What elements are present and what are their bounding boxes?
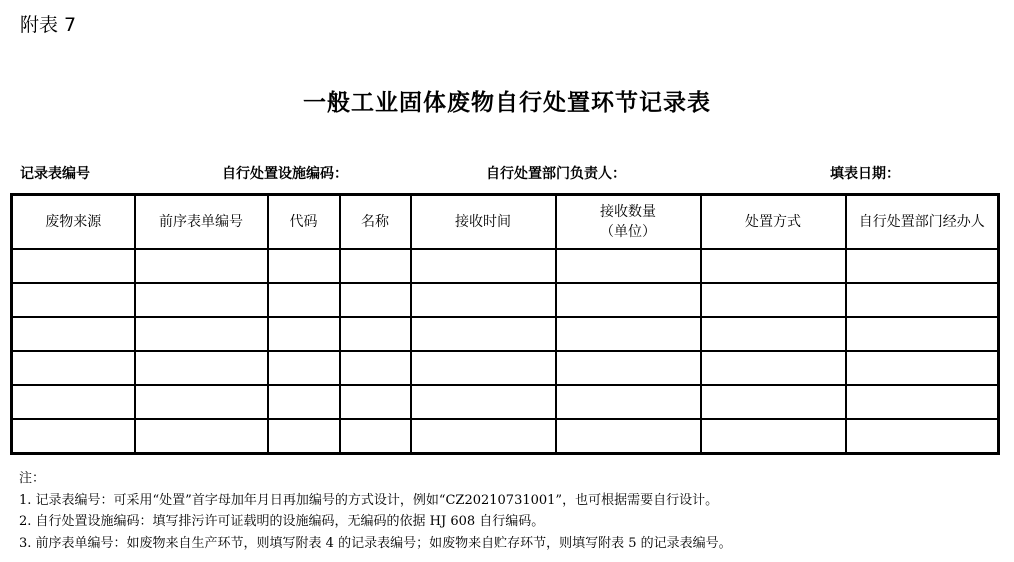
notes-section: [19, 468, 732, 554]
table-cell[interactable]: [701, 249, 846, 283]
record-number-field[interactable]: [20, 163, 90, 183]
note-item: 2. 自行处置设施编码：填写排污许可证载明的设施编码，无编码的依据 HJ 608 自行编码。: [19, 514, 545, 529]
table-cell[interactable]: [268, 419, 340, 454]
fill-date-label: 填表日期：: [830, 166, 900, 182]
department-head-field[interactable]: [486, 163, 626, 183]
table-cell[interactable]: [411, 249, 556, 283]
table-cell[interactable]: [846, 283, 999, 317]
table-cell[interactable]: [556, 385, 701, 419]
table-cell[interactable]: [846, 419, 999, 454]
receive-quantity-label: 接收数量: [600, 204, 656, 220]
table-cell[interactable]: [268, 351, 340, 385]
table-cell[interactable]: [701, 283, 846, 317]
table-cell[interactable]: [846, 249, 999, 283]
column-header-disposal-method: 处置方式: [701, 195, 846, 250]
appendix-label: 附表 7: [20, 14, 77, 36]
record-number-label: 记录表编号: [20, 166, 90, 182]
page-title: 一般工业固体废物自行处置环节记录表: [303, 90, 711, 116]
table-cell[interactable]: [268, 385, 340, 419]
receive-quantity-unit: （单位）: [600, 224, 656, 240]
table-cell[interactable]: [556, 419, 701, 454]
table-cell[interactable]: [701, 351, 846, 385]
column-header-handler: 自行处置部门经办人: [846, 195, 999, 250]
table-cell[interactable]: [12, 419, 135, 454]
table-cell[interactable]: [268, 317, 340, 351]
table-row: [12, 419, 999, 454]
table-cell[interactable]: [268, 283, 340, 317]
table-row: [12, 249, 999, 283]
column-header-previous-form-number: 前序表单编号: [135, 195, 268, 250]
notes-heading: 注：: [19, 471, 46, 486]
note-item: 1. 记录表编号：可采用“处置”首字母加年月日再加编号的方式设计，例如“CZ20210731001”，也可根据需要自行设计。: [19, 492, 719, 508]
table-cell[interactable]: [556, 351, 701, 385]
table-cell[interactable]: [340, 419, 411, 454]
table-cell[interactable]: [701, 317, 846, 351]
facility-code-label: 自行处置设施编码：: [222, 166, 348, 182]
column-header-receive-time: 接收时间: [411, 195, 556, 250]
table-cell[interactable]: [268, 249, 340, 283]
table-cell[interactable]: [135, 317, 268, 351]
table-cell[interactable]: [846, 351, 999, 385]
table-cell[interactable]: [556, 317, 701, 351]
table-cell[interactable]: [12, 351, 135, 385]
department-head-label: 自行处置部门负责人：: [486, 166, 626, 182]
table-cell[interactable]: [411, 419, 556, 454]
record-table: [10, 193, 1000, 455]
table-cell[interactable]: [340, 317, 411, 351]
column-header-name: 名称: [340, 195, 411, 250]
table-cell[interactable]: [135, 249, 268, 283]
table-row: [12, 385, 999, 419]
table-cell[interactable]: [340, 249, 411, 283]
fill-date-field[interactable]: [830, 163, 900, 183]
table-cell[interactable]: [701, 419, 846, 454]
table-cell[interactable]: [340, 351, 411, 385]
note-item: 3. 前序表单编号：如废物来自生产环节，则填写附表 4 的记录表编号；如废物来自贮存环节，则填写附表 5 的记录表编号。: [19, 535, 732, 551]
table-cell[interactable]: [556, 249, 701, 283]
table-cell[interactable]: [701, 385, 846, 419]
table-row: [12, 283, 999, 317]
facility-code-field[interactable]: [222, 163, 348, 183]
table-cell[interactable]: [340, 385, 411, 419]
table-header-row: [12, 195, 999, 250]
table-cell[interactable]: [411, 283, 556, 317]
column-header-code: 代码: [268, 195, 340, 250]
table-cell[interactable]: [12, 385, 135, 419]
table-cell[interactable]: [135, 351, 268, 385]
table-row: [12, 317, 999, 351]
table-row: [12, 351, 999, 385]
table-cell[interactable]: [135, 385, 268, 419]
table-cell[interactable]: [135, 419, 268, 454]
table-cell[interactable]: [846, 317, 999, 351]
table-cell[interactable]: [846, 385, 999, 419]
table-cell[interactable]: [411, 317, 556, 351]
table-cell[interactable]: [12, 249, 135, 283]
table-cell[interactable]: [556, 283, 701, 317]
table-cell[interactable]: [411, 351, 556, 385]
table-cell[interactable]: [411, 385, 556, 419]
table-cell[interactable]: [12, 317, 135, 351]
table-cell[interactable]: [12, 283, 135, 317]
table-cell[interactable]: [135, 283, 268, 317]
column-header-receive-quantity: [556, 195, 701, 250]
column-header-waste-source: 废物来源: [12, 195, 135, 250]
table-cell[interactable]: [340, 283, 411, 317]
